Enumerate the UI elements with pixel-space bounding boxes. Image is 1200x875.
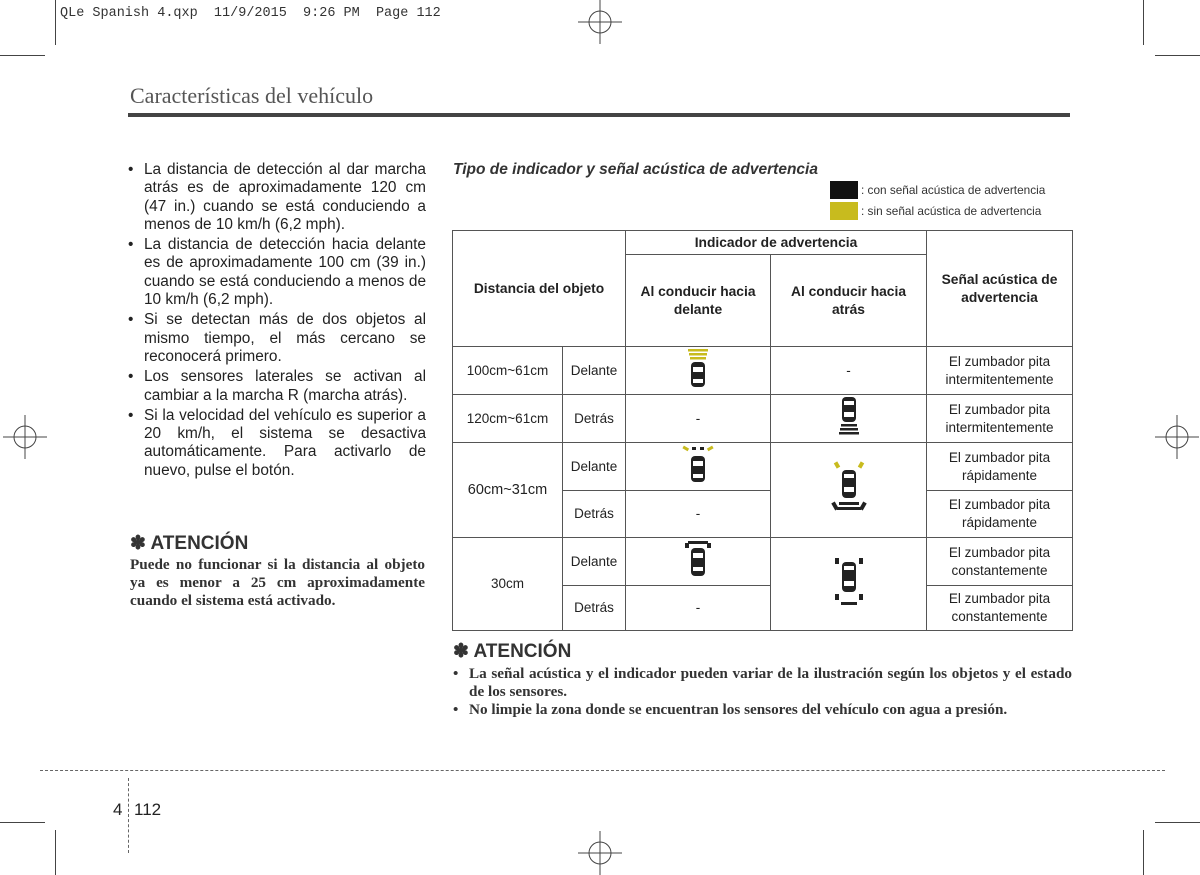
list-item: • Los sensores laterales se activan al cambiar a la marcha R (marcha atrás). [128,368,426,405]
header-distance: Distancia del objeto [453,231,626,347]
cell-direction: Detrás [563,395,626,443]
registration-mark-icon [1155,415,1199,459]
cell-sound: El zumbador pita rápidamente [927,443,1073,491]
crop-mark [0,55,45,56]
cell-direction: Delante [563,538,626,586]
crop-mark [1155,822,1200,823]
header-forward: Al conducir hacia delante [626,255,771,347]
cell-direction: Detrás [563,586,626,631]
cell-direction: Delante [563,347,626,395]
cell-forward-icon [626,538,771,586]
list-item: • La señal acústica y el indicador pueden variar de la ilustración según los objetos y el estado de los sensores. [453,665,1072,701]
cell-distance: 100cm~61cm [453,347,563,395]
legend-label: : sin señal acústica de advertencia [861,204,1042,218]
header-sound: Señal acústica de advertencia [927,231,1073,347]
car-rear-close-icon [829,554,869,610]
cell-sound: El zumbador pita constantemente [927,538,1073,586]
cell-forward: - [626,586,771,631]
crop-mark [1143,830,1144,875]
cell-reverse-icon [771,443,927,538]
list-item: • Si se detectan más de dos objetos al mismo tiempo, el más cercano se reconocerá primero. [128,311,426,366]
legend-swatch-yellow [830,202,858,220]
cell-reverse-icon [771,538,927,631]
cell-direction: Detrás [563,491,626,538]
legend-item-sound [830,181,1045,199]
crop-mark [0,822,45,823]
header-reverse: Al conducir hacia atrás [771,255,927,347]
detection-notes-list [128,161,426,482]
crop-mark [55,0,56,45]
legend-label: : con señal acústica de advertencia [861,183,1046,197]
title-rule [128,113,1070,117]
table-row [453,347,1073,395]
car-front-corner-icon [681,443,715,485]
page-number: 112 [134,800,162,819]
crop-mark [1143,0,1144,45]
cell-distance: 30cm [453,538,563,631]
list-item: • La distancia de detección al dar marcha atrás es de aproximadamente 120 cm (47 in.) cuando se está conduciendo a menos de 10 km/h (6,2 mph). [128,161,426,234]
cell-direction: Delante [563,443,626,491]
table-row [453,443,1073,491]
car-front-yellow-icon [683,347,713,389]
table-row [453,395,1073,443]
cell-reverse-icon [771,395,927,443]
cell-forward-icon [626,347,771,395]
print-slug: QLe Spanish 4.qxp 11/9/2015 9:26 PM Page 112 [60,6,441,21]
chapter-number: 4 [113,800,123,819]
footer-rule [40,770,1165,771]
cell-forward-icon [626,443,771,491]
car-rear-side-icon [829,460,869,516]
cell-sound: El zumbador pita constantemente [927,586,1073,631]
crop-mark [1155,55,1200,56]
legend-swatch-black [830,181,858,199]
registration-mark-icon [3,415,47,459]
cell-forward: - [626,395,771,443]
list-item: • Si la velocidad del vehículo es superior a 20 km/h, el sistema se desactiva automáticamente. Para activarlo de nuevo, pulse el botón. [128,407,426,480]
attention-heading: ✽ ATENCIÓN [453,641,572,662]
registration-mark-icon [578,0,622,44]
attention-list [453,665,1072,719]
attention-body: Puede no funcionar si la distancia al objeto ya es menor a 25 cm aproximadamente cuando el sistema está activado. [130,556,425,609]
page-title: Características del vehículo [130,83,374,108]
attention-heading: ✽ ATENCIÓN [130,533,249,554]
cell-sound: El zumbador pita intermitentemente [927,395,1073,443]
cell-reverse: - [771,347,927,395]
cell-forward: - [626,491,771,538]
legend-item-silent [830,202,1041,220]
header-indicator: Indicador de advertencia [626,231,927,255]
cell-sound: El zumbador pita intermitentemente [927,347,1073,395]
cell-distance: 120cm~61cm [453,395,563,443]
table-row [453,538,1073,586]
list-item: • La distancia de detección hacia delante es de aproximadamente 100 cm (39 in.) cuando se está conduciendo a menos de 10 km/h (6,2 mph). [128,236,426,309]
car-rear-black-icon [834,395,864,437]
list-item: • No limpie la zona donde se encuentran los sensores del vehículo con agua a presión. [453,701,1072,719]
cell-distance: 60cm~31cm [453,443,563,538]
car-front-close-icon [683,538,713,580]
footer-divider [128,778,129,853]
table-title: Tipo de indicador y señal acústica de advertencia [453,161,818,178]
registration-mark-icon [578,831,622,875]
warning-indicator-table [452,230,1073,631]
crop-mark [55,830,56,875]
cell-sound: El zumbador pita rápidamente [927,491,1073,538]
